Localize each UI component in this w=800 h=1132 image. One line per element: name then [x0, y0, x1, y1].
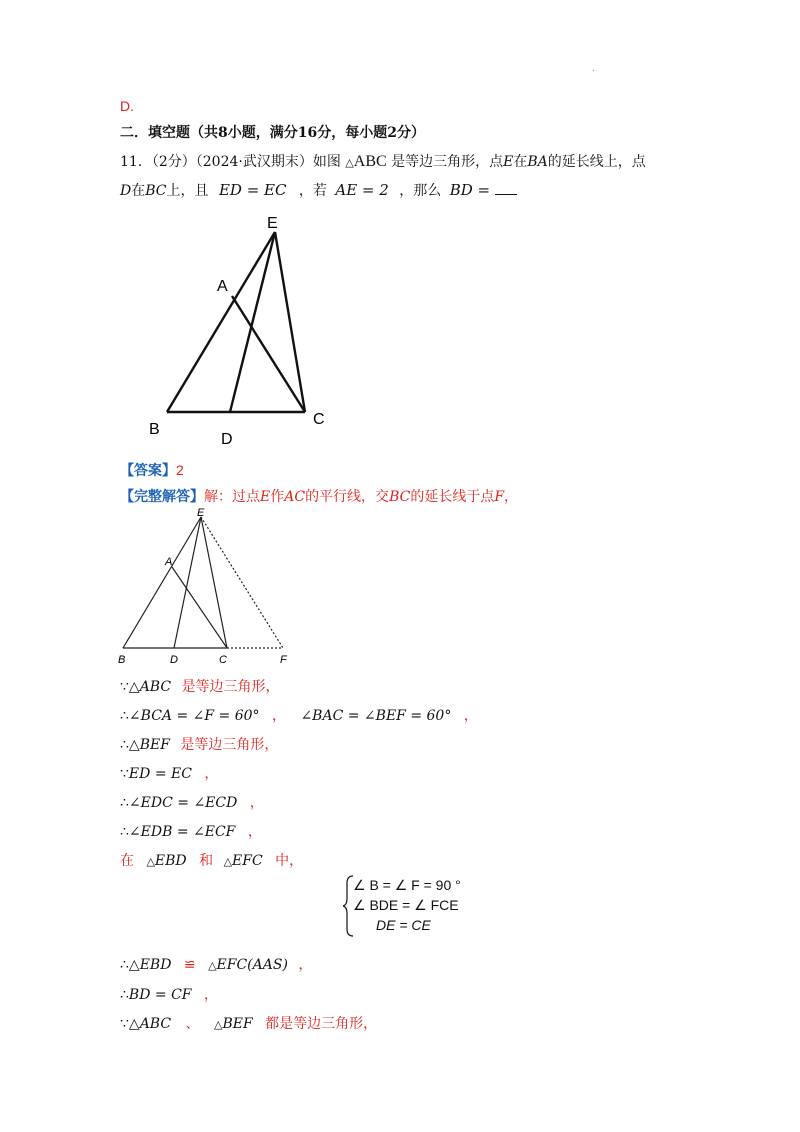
- label-c: C: [313, 411, 325, 428]
- page-dot: ·: [592, 66, 596, 77]
- step-3: [120, 734, 278, 754]
- triangle-symbol: △: [345, 156, 354, 169]
- segment-be: [123, 517, 201, 648]
- step-symbol: ∴: [120, 708, 129, 724]
- triangle-symbol: △: [208, 959, 217, 972]
- step-math: ∠EDB = ∠ECF: [128, 824, 236, 840]
- question-number: 11．: [120, 154, 152, 170]
- point-d: D: [120, 183, 132, 199]
- step-math: ∠EDC = ∠ECD: [128, 795, 238, 811]
- solution-text: ，: [504, 489, 519, 505]
- question-text: ，那么: [399, 183, 442, 199]
- segment-ed: [230, 232, 275, 412]
- step-math: EFC: [232, 853, 263, 869]
- triangle-symbol: △: [213, 1018, 223, 1031]
- system-line-2: ∠ BDE = ∠ FCE: [353, 897, 459, 913]
- step-text: 和: [199, 853, 214, 869]
- system-line-1: ∠ B = ∠ F = 90 °: [353, 877, 461, 893]
- label-a: A: [217, 278, 228, 295]
- equation-bd: BD =: [449, 181, 491, 199]
- step-text: 是等边三角形，: [180, 737, 279, 753]
- solution-text: 的延长线于点: [410, 489, 495, 505]
- step-math: BEF: [139, 737, 170, 753]
- solution-intro: [120, 486, 518, 506]
- triangle-symbol: △: [223, 855, 233, 868]
- step-math: ABC: [139, 1016, 172, 1032]
- question-text: ，若: [298, 183, 327, 199]
- question-line-2: [120, 180, 517, 200]
- step-math: EFC(AAS): [216, 957, 288, 973]
- answer-line: [120, 460, 184, 480]
- question-text: 在: [513, 154, 528, 170]
- label-b: B: [149, 421, 160, 438]
- question-text: 在: [131, 183, 146, 199]
- step-text: ，: [249, 795, 264, 811]
- step-8: [120, 954, 312, 974]
- solution-text: 解：过点: [204, 489, 260, 505]
- step-symbol: ∵: [120, 766, 129, 782]
- segment-be: [167, 232, 275, 412]
- segment-ac: [232, 296, 305, 412]
- step-text: ，: [204, 766, 219, 782]
- segment-ac: AC: [284, 489, 306, 505]
- segment-ec: [275, 232, 305, 412]
- step-math: BD = CF: [128, 987, 192, 1003]
- step-math: ABC: [139, 679, 172, 695]
- step-symbol: ∴: [120, 824, 129, 840]
- question-source: （2024·武汉期末）: [195, 154, 313, 170]
- label-e: E: [197, 507, 205, 519]
- answer-blank: [495, 182, 517, 195]
- system-line-3: DE = CE: [376, 917, 431, 933]
- step-text: ，: [463, 708, 478, 724]
- figure-1-triangle: [140, 210, 340, 455]
- step-text: 是等边三角形，: [181, 679, 280, 695]
- question-line-1: [120, 151, 646, 171]
- section-heading: 二．填空题（共8小题，满分16分，每小题2分）: [120, 125, 425, 141]
- step-math: BEF: [222, 1016, 253, 1032]
- step-5: [120, 792, 264, 812]
- answer-value: 2: [176, 462, 184, 478]
- question-text: 上，且: [166, 183, 209, 199]
- step-symbol: ∴: [120, 987, 129, 1003]
- step-1: [120, 676, 280, 696]
- point-f: F: [494, 489, 505, 505]
- step-math: ∠BCA = ∠F = 60°: [128, 708, 260, 724]
- step-symbol: ∵△: [120, 1016, 140, 1032]
- question-text: 如图: [312, 154, 341, 170]
- step-text: 中，: [275, 853, 304, 869]
- label-c: C: [219, 654, 227, 666]
- step-text: 在: [120, 853, 134, 869]
- triangle-symbol: △: [146, 855, 155, 868]
- step-math: EBD: [154, 853, 187, 869]
- step-text: 都是等边三角形，: [265, 1016, 378, 1032]
- step-6: [120, 821, 262, 841]
- question-text: 的延长线上，点: [547, 154, 646, 170]
- step-symbol: ∵△: [120, 679, 140, 695]
- step-7: [120, 850, 303, 870]
- equation-system: [343, 875, 483, 937]
- step-symbol: ∴: [120, 795, 129, 811]
- solution-text: 作: [270, 489, 285, 505]
- question-text: 是等边三角形，点: [391, 154, 504, 170]
- step-separator: 、: [185, 1016, 200, 1032]
- step-4: [120, 763, 218, 783]
- previous-answer: D.: [120, 98, 134, 114]
- step-separator: ，: [272, 708, 286, 724]
- step-math: ED = EC: [128, 766, 192, 782]
- label-f: F: [280, 654, 287, 666]
- point-e: E: [503, 154, 514, 170]
- answer-label: 【答案】: [120, 463, 176, 479]
- step-10: [120, 1013, 377, 1033]
- label-d: D: [170, 654, 178, 666]
- triangle-abc: ABC: [353, 153, 387, 170]
- solution-text: 的平行线，交: [305, 489, 390, 505]
- label-b: B: [118, 654, 126, 666]
- solution-label: 【完整解答】: [120, 489, 204, 505]
- segment-ed: [174, 517, 201, 648]
- label-e: E: [267, 215, 278, 232]
- step-math: EBD: [139, 957, 172, 973]
- step-2: [120, 705, 478, 725]
- point-e: E: [260, 489, 271, 505]
- equation-ed-ec: ED = EC: [218, 181, 287, 199]
- step-text: ，: [247, 824, 262, 840]
- label-a: A: [165, 556, 173, 568]
- figure-2-triangle: [115, 504, 300, 670]
- segment-ba: BA: [527, 154, 548, 170]
- step-symbol: ∴△: [120, 957, 140, 973]
- step-symbol: ∴△: [120, 737, 140, 753]
- congruent-symbol: ≌: [183, 957, 196, 973]
- label-d: D: [221, 431, 233, 448]
- step-text: ，: [203, 987, 218, 1003]
- step-text: ，: [298, 957, 313, 973]
- step-9: [120, 984, 218, 1004]
- question-score: （2分）: [151, 154, 196, 170]
- step-math: ∠BAC = ∠BEF = 60°: [300, 708, 452, 724]
- equation-ae: AE = 2: [335, 181, 389, 199]
- segment-bc: BC: [145, 183, 167, 199]
- segment-bc: BC: [389, 489, 411, 505]
